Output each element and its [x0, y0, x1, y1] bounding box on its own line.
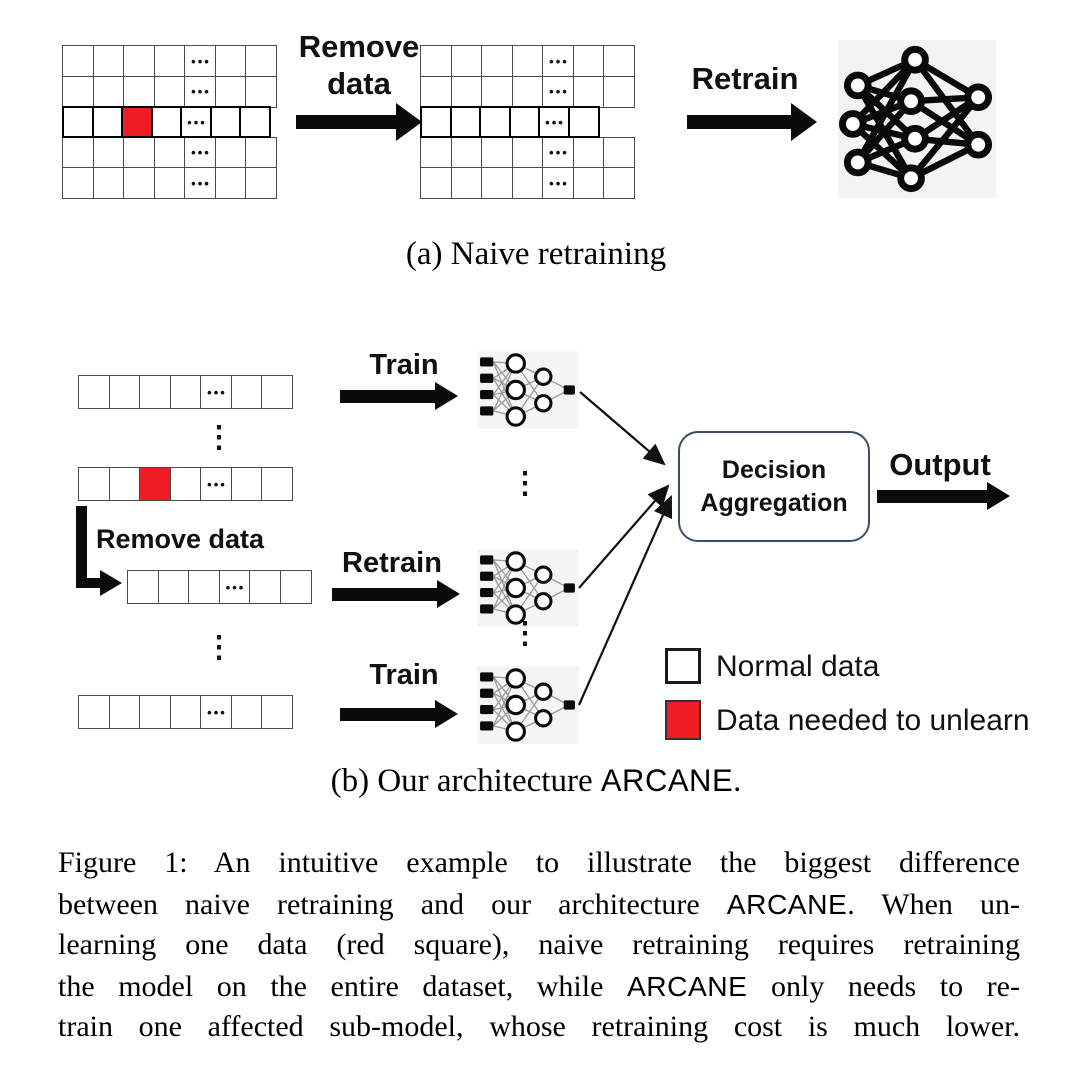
ellipsis-left-1: ⋮ [204, 421, 234, 454]
figure-caption-line: between naive retraining and our architecture ARCANE. When un- [58, 887, 1020, 921]
grid-row [62, 106, 276, 138]
data-cell [451, 45, 483, 77]
data-cell [231, 375, 263, 409]
data-cell [93, 76, 125, 108]
remove-data-arrow-a [296, 103, 422, 141]
data-cell [573, 137, 605, 169]
remove-data-label-line1: Remove [298, 29, 420, 64]
output-arrow [877, 482, 1010, 510]
data-cell-ellipsis: ••• [180, 106, 212, 138]
figure-caption-line: train one affected sub-model, whose retraining cost is much lower. [58, 1010, 1020, 1043]
grid-row [420, 167, 634, 199]
data-cell [78, 467, 110, 501]
data-cell-ellipsis: ••• [200, 375, 232, 409]
data-cell [154, 45, 186, 77]
data-cell [245, 76, 277, 108]
decision-aggregation-box [678, 431, 870, 542]
data-cell [451, 137, 483, 169]
data-cell [62, 76, 94, 108]
data-cell-ellipsis: ••• [542, 167, 574, 199]
data-cell [249, 570, 281, 604]
data-cell [139, 375, 171, 409]
grid-row [62, 137, 276, 169]
data-cell-ellipsis: ••• [542, 137, 574, 169]
data-cell [62, 45, 94, 77]
grid-row [78, 695, 292, 729]
data-cell [62, 137, 94, 169]
data-strip-4 [78, 695, 292, 728]
retrain-label-a: Retrain [691, 61, 799, 96]
sub-model-icon-3 [477, 665, 579, 745]
grid-row [62, 45, 276, 77]
data-cell [154, 76, 186, 108]
grid-row [420, 137, 634, 169]
data-cell [93, 45, 125, 77]
data-cell [158, 570, 190, 604]
data-cell [92, 106, 124, 138]
caption-b-suffix: . [733, 763, 742, 799]
data-cell [420, 106, 452, 138]
train-label-top: Train [369, 349, 439, 381]
data-cell [512, 137, 544, 169]
data-cell-unlearn [139, 467, 171, 501]
remove-data-label-b: Remove data [96, 524, 265, 554]
data-cell [93, 137, 125, 169]
connector-line-2 [579, 486, 668, 588]
data-cell-ellipsis: ••• [184, 76, 216, 108]
data-cell [123, 76, 155, 108]
data-cell [479, 106, 511, 138]
data-strip-with-unlearn [78, 467, 292, 500]
remove-data-label-line2: data [327, 66, 391, 101]
grid-row [420, 45, 634, 77]
data-cell [512, 45, 544, 77]
ellipsis-left-2: ⋮ [204, 631, 234, 664]
data-cell [215, 137, 247, 169]
data-cell [231, 695, 263, 729]
data-cell [123, 167, 155, 199]
data-cell [62, 106, 94, 138]
data-cell [512, 76, 544, 108]
data-cell [93, 167, 125, 199]
retrain-label-b: Retrain [342, 547, 442, 579]
data-cell [109, 467, 141, 501]
connector-line-3 [579, 497, 671, 705]
data-cell [151, 106, 183, 138]
data-cell [603, 76, 635, 108]
data-cell [481, 137, 513, 169]
data-cell [450, 106, 482, 138]
figure-caption-line: learning one data (red square), naive retraining requires retraining [58, 928, 1020, 961]
grid-row [420, 76, 634, 108]
data-cell [261, 467, 293, 501]
legend-normal-label: Normal data [716, 650, 880, 683]
grid-row [78, 467, 292, 501]
ellipsis-mid-2: ⋮ [510, 617, 540, 650]
caption-b-prefix: (b) Our architecture [330, 763, 601, 799]
data-cell [154, 167, 186, 199]
figure-caption [58, 843, 1020, 1048]
data-strip-1 [78, 375, 292, 408]
data-cell-ellipsis: ••• [542, 76, 574, 108]
arcane-wordmark: ARCANE [626, 969, 748, 1002]
legend-normal-swatch [665, 648, 701, 684]
data-cell [231, 467, 263, 501]
legend-unlearn-label: Data needed to unlearn [716, 704, 1030, 737]
train-label-bottom: Train [369, 659, 439, 691]
data-cell [215, 167, 247, 199]
data-cell [603, 45, 635, 77]
data-cell [280, 570, 312, 604]
retrain-arrow-b [332, 580, 460, 608]
data-cell [261, 695, 293, 729]
data-cell [481, 45, 513, 77]
data-cell [261, 375, 293, 409]
data-cell [239, 106, 271, 138]
data-cell [451, 76, 483, 108]
data-cell [109, 375, 141, 409]
dataset-grid-after-removal [420, 45, 634, 198]
grid-row [78, 375, 292, 409]
data-cell [568, 106, 600, 138]
grid-row [62, 167, 276, 199]
data-cell [420, 45, 452, 77]
data-cell [62, 167, 94, 199]
data-cell [123, 137, 155, 169]
decision-box-line1: Decision [721, 455, 827, 484]
data-cell [509, 106, 541, 138]
data-cell [573, 45, 605, 77]
data-cell [245, 167, 277, 199]
data-cell [573, 76, 605, 108]
data-cell [109, 695, 141, 729]
data-cell [170, 375, 202, 409]
figure-caption-line: Figure 1: An intuitive example to illustrate the biggest difference [58, 846, 1020, 879]
train-arrow-bottom [340, 700, 458, 728]
data-cell [170, 467, 202, 501]
data-cell-ellipsis: ••• [542, 45, 574, 77]
data-cell-ellipsis: ••• [219, 570, 251, 604]
data-cell [123, 45, 155, 77]
data-cell-ellipsis: ••• [538, 106, 570, 138]
data-cell [245, 137, 277, 169]
retrain-arrow-a [687, 103, 817, 141]
decision-box-line2: Aggregation [700, 488, 848, 517]
figure-caption-line: the model on the entire dataset, while ARCANE only needs to re- [58, 969, 1020, 1003]
connector-line-1 [580, 392, 664, 464]
data-cell [573, 167, 605, 199]
data-cell-unlearn [121, 106, 153, 138]
data-cell [420, 76, 452, 108]
sub-model-icon-1 [477, 350, 579, 430]
caption-b-arcane: ARCANE [600, 763, 734, 798]
data-cell [154, 137, 186, 169]
data-cell [215, 76, 247, 108]
legend-unlearn-swatch [665, 700, 701, 740]
caption-b [56, 763, 1016, 800]
data-cell [481, 76, 513, 108]
data-cell [127, 570, 159, 604]
ellipsis-mid-1: ⋮ [510, 467, 540, 500]
data-cell [139, 695, 171, 729]
data-cell [512, 167, 544, 199]
grid-row [420, 106, 634, 138]
data-strip-after-removal [127, 570, 310, 603]
data-cell [451, 167, 483, 199]
data-cell-ellipsis: ••• [184, 137, 216, 169]
data-cell-ellipsis: ••• [200, 695, 232, 729]
data-cell [215, 45, 247, 77]
data-cell-ellipsis: ••• [200, 467, 232, 501]
train-arrow-top [340, 382, 458, 410]
data-cell [603, 137, 635, 169]
grid-row [62, 76, 276, 108]
output-label: Output [889, 447, 991, 482]
data-cell [170, 695, 202, 729]
data-cell [603, 167, 635, 199]
data-cell [245, 45, 277, 77]
data-cell-ellipsis: ••• [184, 167, 216, 199]
caption-a: (a) Naive retraining [405, 236, 667, 272]
data-cell [481, 167, 513, 199]
data-cell-ellipsis: ••• [184, 45, 216, 77]
data-cell [78, 695, 110, 729]
remove-data-label-a [288, 28, 430, 102]
data-cell [188, 570, 220, 604]
data-cell [210, 106, 242, 138]
data-cell [420, 137, 452, 169]
grid-row [127, 570, 310, 604]
arcane-wordmark: ARCANE [726, 887, 848, 920]
data-cell [78, 375, 110, 409]
data-cell [420, 167, 452, 199]
neural-network-icon [838, 40, 996, 198]
full-dataset-grid [62, 45, 276, 198]
